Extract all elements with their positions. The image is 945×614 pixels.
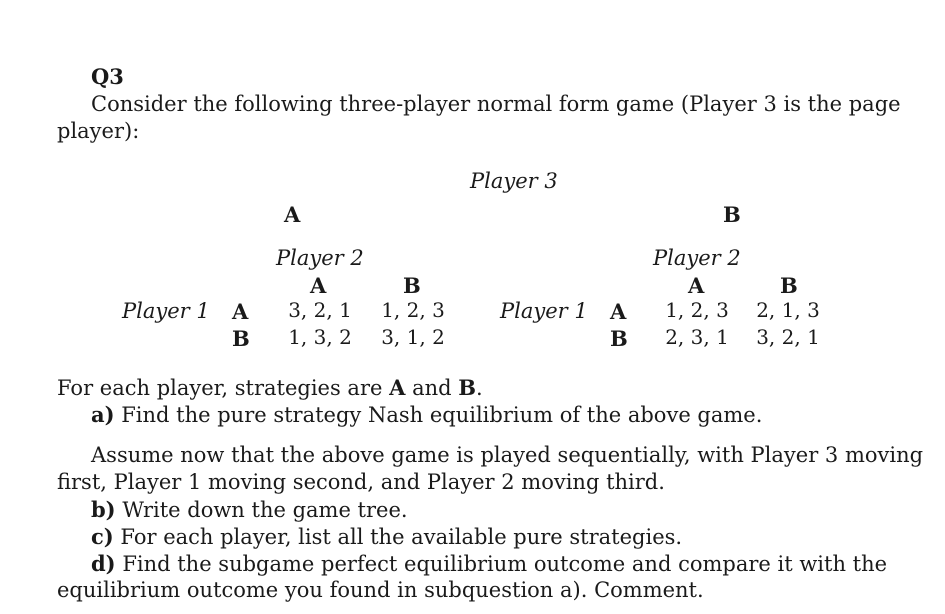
row-strategy-a: A: [232, 299, 249, 324]
part-d-text-2: equilibrium outcome you found in subquestion a). Comment.: [57, 578, 704, 602]
part-c-text: For each player, list all the available pure strategies.: [120, 525, 683, 549]
row-strategy-b: B: [610, 326, 628, 351]
column-strategy-a: A: [688, 273, 705, 298]
part-a-text: Find the pure strategy Nash equilibrium of the above game.: [121, 403, 763, 427]
payoff-cell: 1, 2, 3: [665, 298, 729, 322]
column-strategy-b: B: [780, 273, 798, 298]
part-b-label: b): [91, 497, 116, 522]
intro-line-2: player):: [57, 119, 140, 143]
payoff-cell: 1, 3, 2: [288, 325, 352, 349]
part-c-label: c): [91, 524, 114, 549]
payoff-cell: 2, 3, 1: [665, 325, 729, 349]
part-c: [91, 523, 682, 551]
column-player-label: Player 2: [276, 246, 364, 270]
part-d-text-1: Find the subgame perfect equilibrium outcome and compare it with the: [122, 552, 888, 576]
page-player-label: Player 3: [470, 169, 558, 193]
part-d: [91, 550, 887, 578]
row-player-label: Player 1: [500, 299, 588, 323]
column-strategy-b: B: [403, 273, 421, 298]
payoff-cell: 1, 2, 3: [381, 298, 445, 322]
payoff-cell: 2, 1, 3: [756, 298, 820, 322]
page-strategy-b: B: [723, 202, 741, 227]
part-d-label: d): [91, 551, 116, 576]
column-strategy-a: A: [310, 273, 327, 298]
payoff-cell: 3, 2, 1: [756, 325, 820, 349]
row-strategy-b: B: [232, 326, 250, 351]
question-title: Q3: [91, 64, 124, 89]
part-b: [91, 496, 408, 524]
sequential-line-1: Assume now that the above game is played sequentially, with Player 3 moving: [91, 443, 924, 467]
page-strategy-a: A: [284, 202, 301, 227]
part-a-label: a): [91, 402, 115, 427]
column-player-label: Player 2: [653, 246, 741, 270]
part-a: [91, 401, 762, 429]
row-player-label: Player 1: [122, 299, 210, 323]
row-strategy-a: A: [610, 299, 627, 324]
part-b-text: Write down the game tree.: [122, 498, 408, 522]
sequential-line-2: first, Player 1 moving second, and Player 2 moving third.: [57, 470, 665, 494]
payoff-cell: 3, 1, 2: [381, 325, 445, 349]
strategies-note: For each player, strategies are A and B.: [57, 375, 483, 400]
payoff-cell: 3, 2, 1: [288, 298, 352, 322]
intro-line-1: Consider the following three-player normal form game (Player 3 is the page: [91, 92, 901, 116]
